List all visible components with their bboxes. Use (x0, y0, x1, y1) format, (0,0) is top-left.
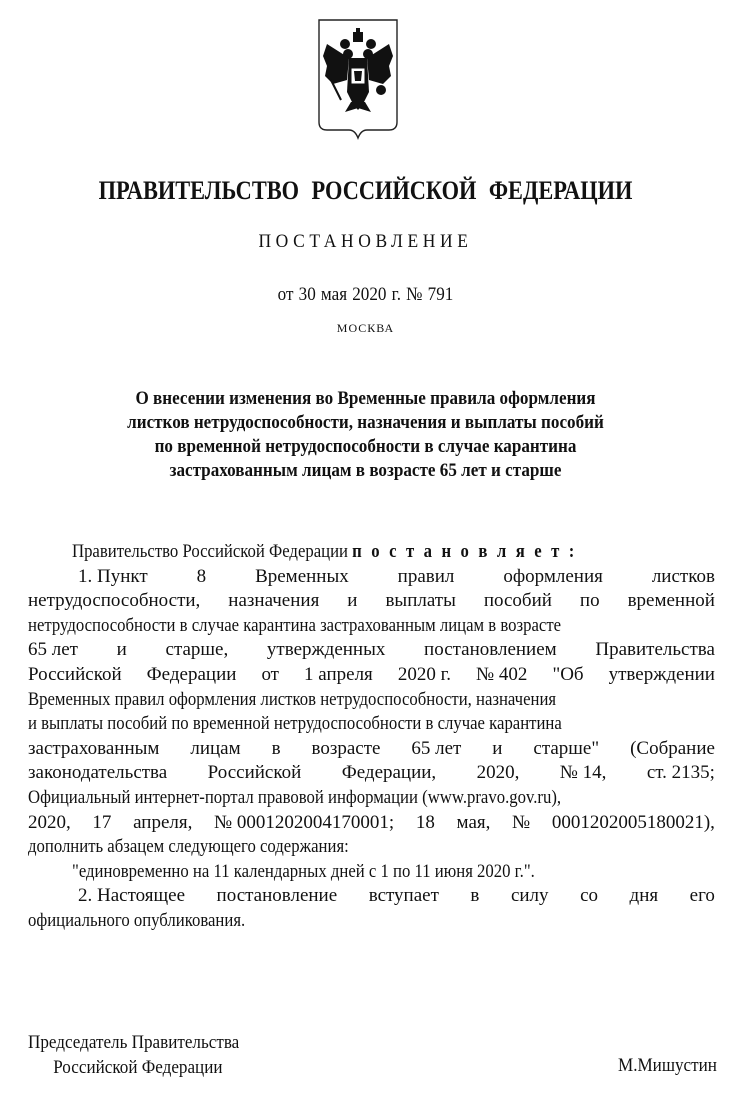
word: со (580, 885, 598, 907)
word: назначения (228, 590, 320, 612)
text-line (28, 688, 633, 713)
word: Российской (207, 762, 302, 784)
text-line (28, 589, 715, 614)
text-line (28, 638, 715, 663)
word: Временных правил оформления листков нетрудоспособности, назначения (28, 688, 557, 710)
word: в (470, 885, 480, 907)
word: Правительства (595, 639, 715, 661)
word: возрасте (311, 737, 381, 759)
document-city: МОСКВА (336, 321, 395, 335)
subject-line: О внесении изменения во Временные правила оформления (135, 388, 596, 409)
word: лицам (190, 737, 241, 759)
word: № 0001202004170001; (214, 811, 395, 833)
word: № (512, 811, 531, 833)
word: утвержденных (266, 639, 386, 661)
word: Официальный интернет-портал правовой информации (www.pravo.gov.ru), (28, 786, 562, 808)
word: 1 апреля (304, 663, 373, 685)
russian-coat-of-arms-icon (317, 14, 399, 142)
document-type: ПОСТАНОВЛЕНИЕ (258, 231, 473, 252)
word: и выплаты пособий по временной нетрудоспособности в случае карантина (28, 713, 562, 735)
word: постановление (216, 885, 338, 907)
word: пособий (483, 590, 552, 612)
preamble-text: Правительство Российской Федерации (72, 541, 348, 562)
word: 18 (415, 811, 435, 833)
word: нетрудоспособности в случае карантина застрахованным лицам в возрасте (28, 614, 562, 636)
government-title: ПРАВИТЕЛЬСТВО РОССИЙСКОЙ ФЕДЕРАЦИИ (98, 176, 633, 205)
preamble-decree-word: п о с т а н о в л я е т : (352, 541, 577, 562)
paragraph-1-last-line: дополнить абзацем следующего содержания: (28, 836, 349, 858)
word: нетрудоспособности, (28, 590, 201, 612)
signatory-name: М.Мишустин (618, 1055, 717, 1076)
text-line (28, 737, 715, 762)
word: силу (510, 885, 549, 907)
text-line (28, 663, 715, 688)
word: правил (397, 565, 455, 587)
word: 65 лет (411, 737, 462, 759)
word: временной (627, 590, 715, 612)
text-line (28, 614, 633, 639)
text-line (28, 712, 633, 737)
text-line (28, 761, 715, 786)
paragraph-2-last-line: официального опубликования. (28, 909, 246, 931)
amendment-quote: "единовременно на 11 календарных дней с 1 по 11 июня 2020 г.". (72, 860, 535, 882)
text-line (28, 565, 715, 590)
word: по (579, 590, 600, 612)
document-subject (37, 387, 695, 483)
signatory-title-line1: Председатель Правительства (28, 1032, 240, 1053)
word: утверждении (608, 663, 715, 685)
word: в (271, 737, 281, 759)
word: 1. Пункт (78, 565, 148, 587)
word: его (689, 885, 715, 907)
signatory-title (28, 1030, 239, 1080)
subject-line: листков нетрудоспособности, назначения и выплаты пособий (127, 412, 604, 433)
document-date-number: от 30 мая 2020 г. № 791 (277, 284, 454, 305)
subject-line: по временной нетрудоспособности в случае карантина (154, 436, 577, 457)
word: вступает (368, 885, 439, 907)
word: 17 (92, 811, 112, 833)
word: Федерации, (341, 762, 437, 784)
word: 65 лет (28, 639, 78, 661)
word: постановлением (424, 639, 557, 661)
word: выплаты (385, 590, 456, 612)
word: листков (651, 565, 715, 587)
word: и (347, 590, 358, 612)
text-line (28, 811, 715, 836)
word: мая, (456, 811, 491, 833)
word: оформления (503, 565, 603, 587)
paragraph-2 (28, 884, 715, 909)
paragraph-1 (28, 565, 715, 836)
word: 2020, (476, 762, 520, 784)
document-body (28, 540, 715, 934)
word: и (116, 639, 127, 661)
word: и (492, 737, 503, 759)
word: Российской (28, 663, 122, 685)
word: (Собрание (630, 737, 715, 759)
word: 2. Настоящее (78, 885, 186, 907)
word: старше" (533, 737, 600, 759)
word: 8 (196, 565, 207, 587)
word: № 14, (559, 762, 607, 784)
word: Временных (255, 565, 349, 587)
word: ст. 2135; (646, 762, 715, 784)
word: 2020, (28, 811, 71, 833)
word: застрахованным (28, 737, 160, 759)
signatory-title-line2: Российской Федерации (53, 1057, 223, 1078)
word: "Об (552, 663, 584, 685)
word: № 402 (476, 663, 528, 685)
subject-line: застрахованным лицам в возрасте 65 лет и старше (169, 460, 562, 481)
preamble (28, 540, 633, 565)
word: 0001202005180021), (551, 811, 715, 833)
word: Федерации (146, 663, 237, 685)
text-line (28, 884, 715, 909)
word: дня (629, 885, 659, 907)
word: от (261, 663, 279, 685)
word: апреля, (133, 811, 193, 833)
word: старше, (165, 639, 229, 661)
word: законодательства (28, 762, 168, 784)
text-line (28, 786, 633, 811)
word: 2020 г. (397, 663, 451, 685)
